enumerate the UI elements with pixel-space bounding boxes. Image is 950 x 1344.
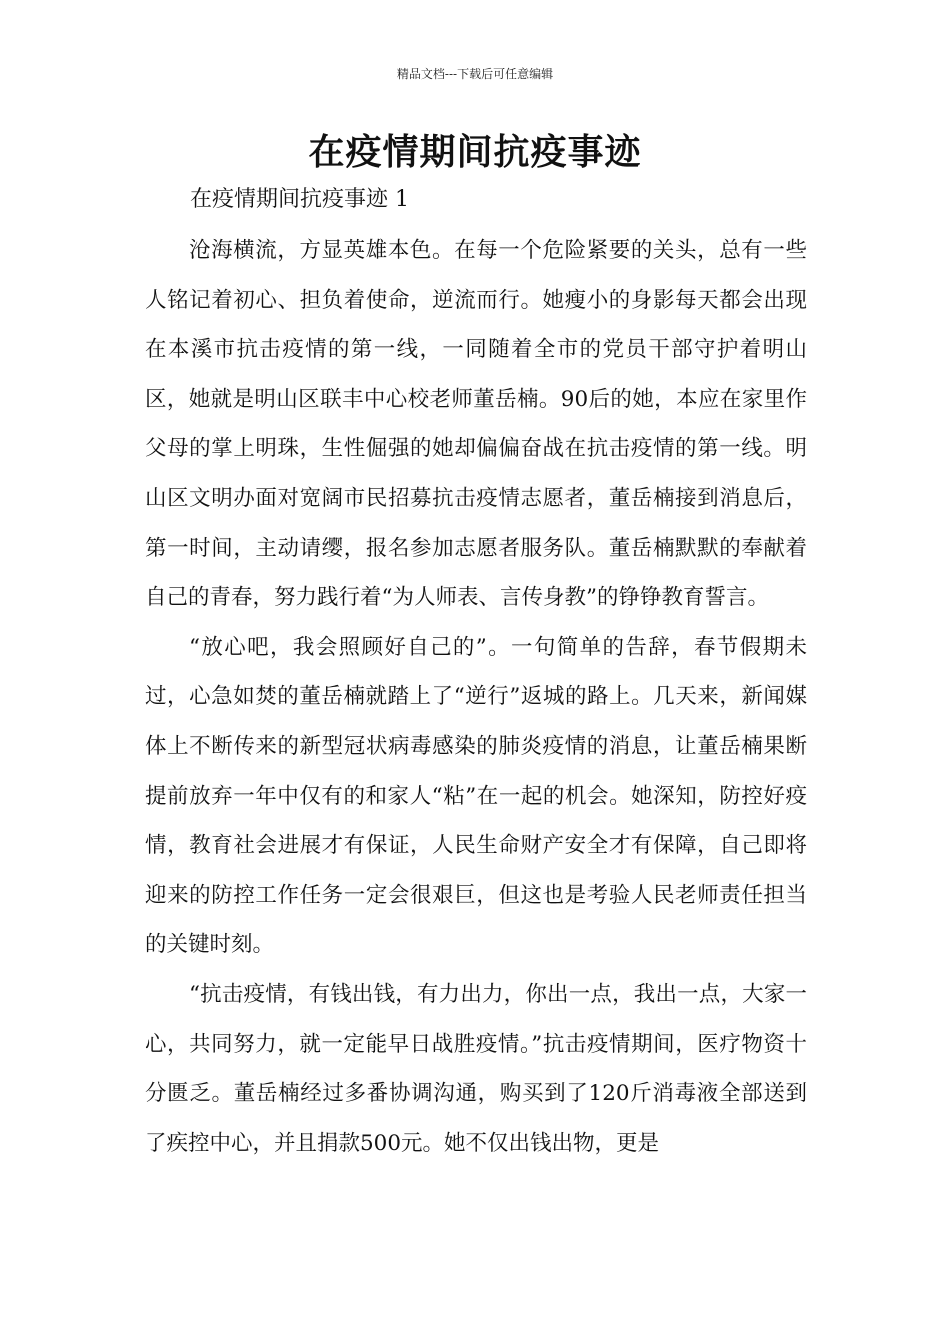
section-heading: 在疫情期间抗疫事迹 1	[190, 187, 409, 212]
document-title: 在疫情期间抗疫事迹	[308, 132, 642, 173]
paragraph-1: 沧海横流，方显英雄本色。在每一个危险紧要的关头，总有一些人铭记着初心、担负着使命，逆流而行。她瘦小的身影每天都会出现在本溪市抗击疫情的第一线，一同随着全市的党员干部守护着明山区，她就是明山区联丰中心校老师董岳楠。90后的她，本应在家里作父母的掌上明珠，生性倔强的她却偏偏奋战在抗击疫情的第一线。明山区文明办面对宽阔市民招募抗击疫情志愿者，董岳楠接到消息后，第一时间，主动请缨，报名参加志愿者服务队。董岳楠默默的奉献着自己的青春，努力践行着“为人师表、言传身教”的铮铮教育誓言。	[145, 238, 807, 611]
page-header: 精品文档---下载后可任意编辑	[396, 67, 554, 81]
paragraph-3: “抗击疫情，有钱出钱，有力出力，你出一点，我出一点，大家一心，共同努力，就一定能早日战胜疫情。”抗击疫情期间，医疗物资十分匮乏。董岳楠经过多番协调沟通，购买到了120斤消毒液全部送到了疾控中心，并且捐款500元。她不仅出钱出物，更是	[145, 981, 807, 1156]
document-body	[145, 226, 807, 1168]
paragraph-2: “放心吧，我会照顾好自己的”。一句简单的告辞，春节假期未过，心急如焚的董岳楠就踏上了“逆行”返城的路上。几天来，新闻媒体上不断传来的新型冠状病毒感染的肺炎疫情的消息，让董岳楠果断提前放弃一年中仅有的和家人“粘”在一起的机会。她深知，防控好疫情，教育社会进展才有保证，人民生命财产安全才有保障，自己即将迎来的防控工作任务一定会很艰巨，但这也是考验人民老师责任担当的关键时刻。	[145, 634, 807, 958]
